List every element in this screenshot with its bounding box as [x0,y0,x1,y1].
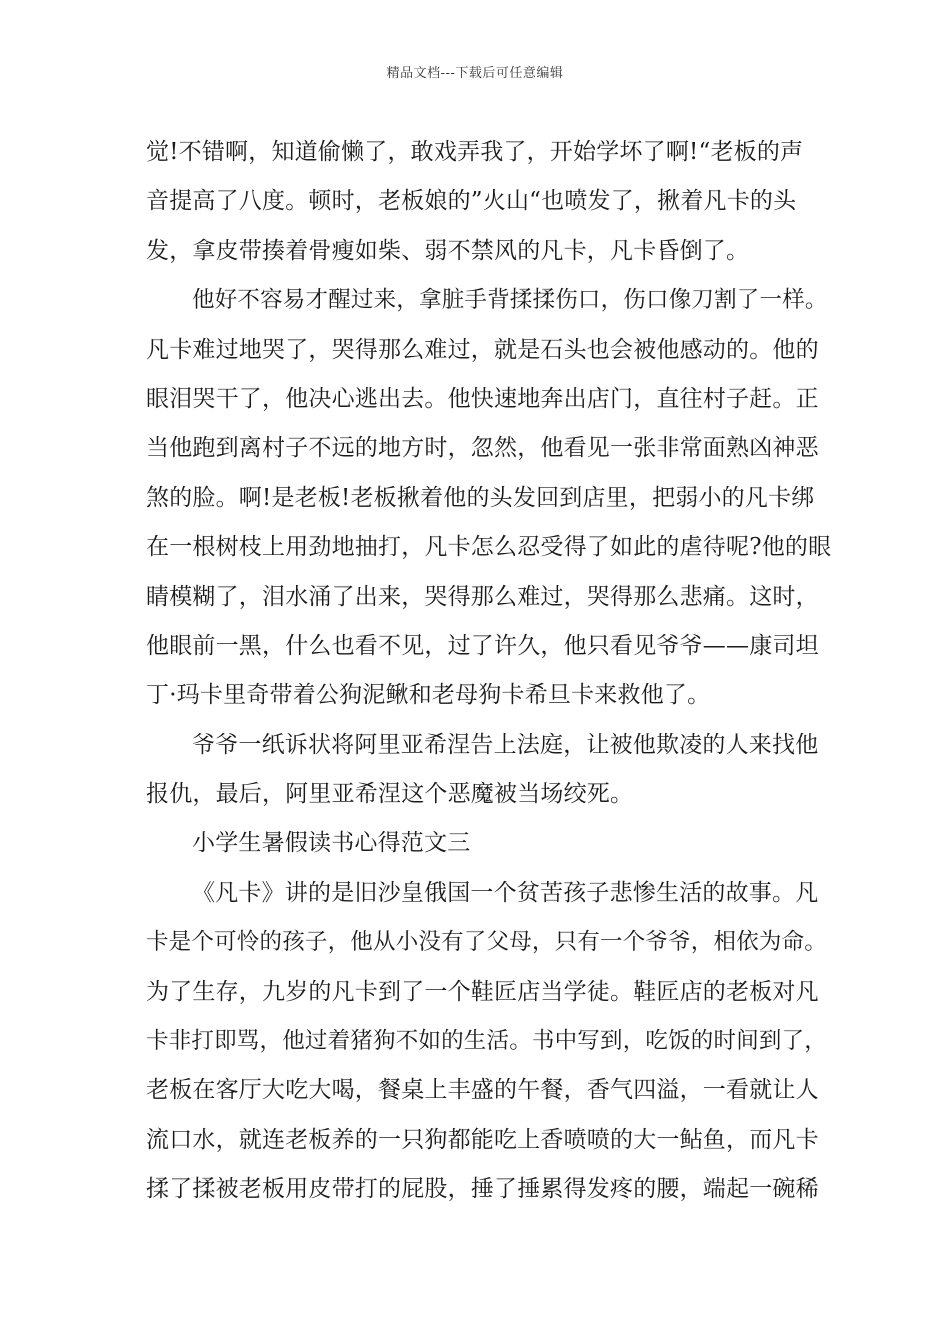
body-text [146,128,832,1215]
text-line: 当他跑到离村子不远的地方时，忽然，他看见一张非常面熟凶神恶 [146,435,819,462]
text-line: 睛模糊了，泪水涌了出来，哭得那么难过，哭得那么悲痛。这时， [146,583,819,610]
text-line: 小学生暑假读书心得范文三 [192,830,471,857]
text-line: 揉了揉被老板用皮带打的屁股，捶了捶累得发疼的腰，端起一碗稀 [146,1176,819,1203]
text-line: 他好不容易才醒过来，拿脏手背揉揉伤口，伤口像刀割了一样。 [192,287,828,314]
text-line: 丁·玛卡里奇带着公狗泥鳅和老母狗卡希旦卡来救他了。 [146,682,711,709]
text-line: 卡是个可怜的孩子，他从小没有了父母，只有一个爷爷，相依为命。 [146,929,828,956]
text-line: 卡非打即骂，他过着猪狗不如的生活。书中写到，吃饭的时间到了， [146,1028,828,1055]
text-line: 觉!不错啊，知道偷懒了，敢戏弄我了，开始学坏了啊!“老板的声 [146,139,804,165]
text-line: 为了生存，九岁的凡卡到了一个鞋匠店当学徒。鞋匠店的老板对凡 [146,978,819,1005]
text-line: 流口水，就连老板养的一只狗都能吃上香喷喷的大一鲇鱼，而凡卡 [146,1126,819,1153]
text-line: 眼泪哭干了，他决心逃出去。他快速地奔出店门，直往村子赶。正 [146,385,819,412]
text-line: 煞的脸。啊!是老板!老板揪着他的头发回到店里，把弱小的凡卡绑 [146,484,815,511]
running-header: 精品文档---下载后可任意编辑 [386,66,564,81]
text-line: 音提高了八度。顿时，老板娘的”火山“也喷发了，揪着凡卡的头 [146,188,797,215]
text-line: 老板在客厅大吃大喝，餐桌上丰盛的午餐，香气四溢，一看就让人 [146,1077,819,1104]
text-line: 在一根树枝上用劲地抽打，凡卡怎么忍受得了如此的虐待呢?他的眼 [146,534,832,561]
text-line: 凡卡难过地哭了，哭得那么难过，就是石头也会被他感动的。他的 [146,336,819,363]
text-line: 发，拿皮带揍着骨瘦如柴、弱不禁风的凡卡，凡卡昏倒了。 [146,237,750,264]
text-line: 报仇，最后，阿里亚希涅这个恶魔被当场绞死。 [146,781,634,808]
text-line: 《凡卡》讲的是旧沙皇俄国一个贫苦孩子悲惨生活的故事。凡 [192,879,819,906]
text-line: 爷爷一纸诉状将阿里亚希涅告上法庭，让被他欺凌的人来找他 [192,731,819,758]
text-line: 他眼前一黑，什么也看不见，过了许久，他只看见爷爷——康司坦 [146,632,819,659]
